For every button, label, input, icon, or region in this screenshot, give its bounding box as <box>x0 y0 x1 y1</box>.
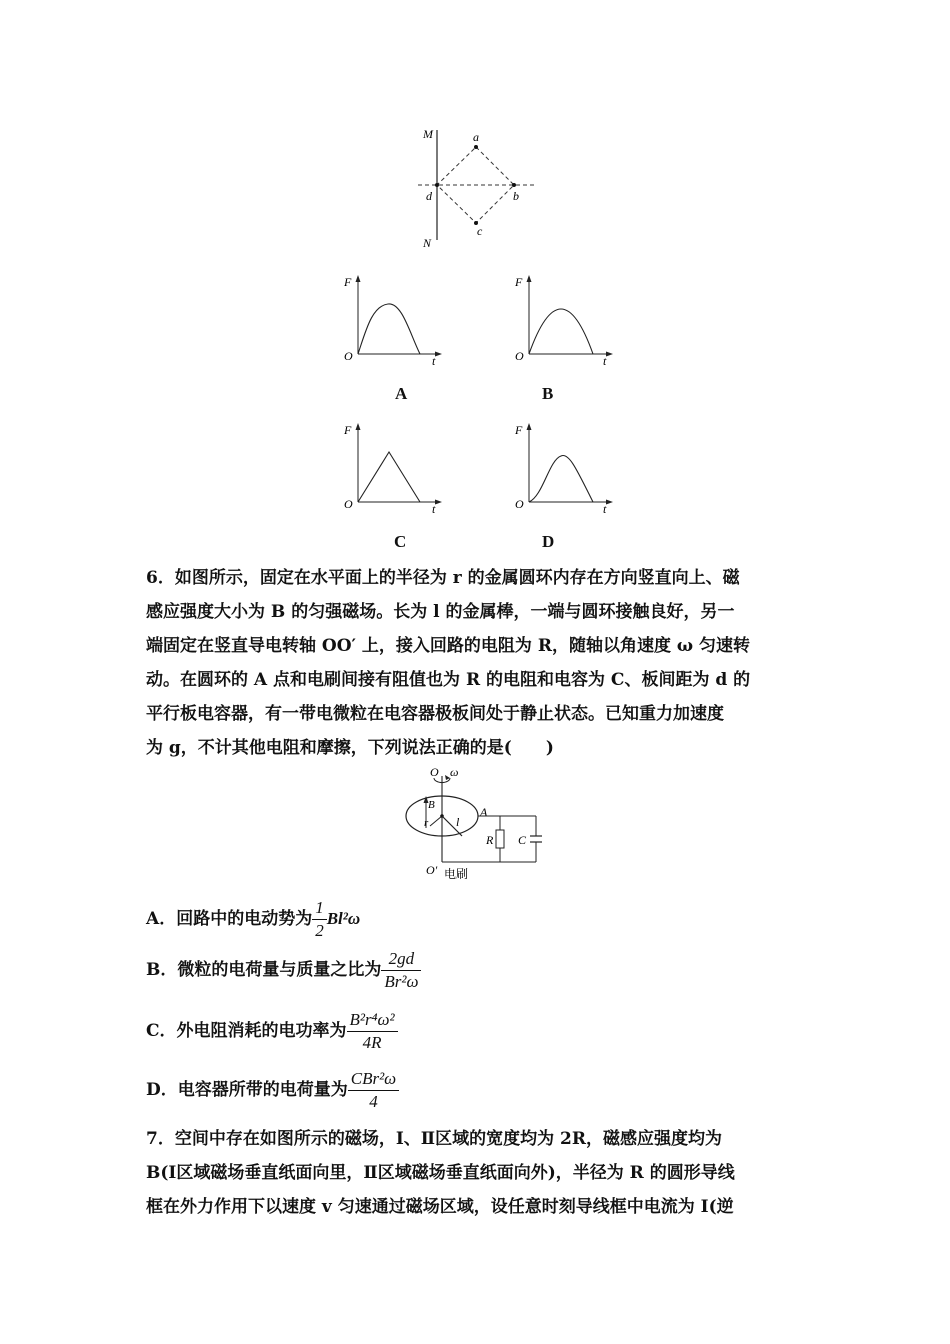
fraction: $\frac{\text{CBr²ω}}{4}$ <box>348 1068 399 1113</box>
q6-line: 平行板电容器，有一带电微粒在电容器极板间处于静止状态。已知重力加速度 <box>146 704 724 724</box>
graph-label-D: D <box>542 532 555 551</box>
curve-A <box>358 304 420 354</box>
axis-t: t <box>603 354 607 367</box>
label-d: d <box>426 189 432 203</box>
option-A-tail: Bl²ω <box>326 909 361 928</box>
graph-D <box>511 420 621 515</box>
q6-line: 动。在圆环的 A 点和电刷间接有阻值也为 R 的电阻和电容为 C、板间距为 d 的 <box>146 670 751 690</box>
graph-B <box>511 272 621 367</box>
q6-line: 为 g，不计其他电阻和摩擦，下列说法正确的是( ) <box>146 738 554 758</box>
origin-O: O <box>344 349 353 363</box>
label-M: M <box>423 127 433 141</box>
label-B: B <box>428 799 435 811</box>
resistor-R <box>496 830 504 848</box>
origin-O: O <box>515 497 524 511</box>
fraction: $\frac{1}{2}$ <box>312 897 327 942</box>
fraction: $\frac{2gd}{\text{Br²ω}}$ <box>381 948 421 993</box>
axis-F: F <box>344 423 352 437</box>
graph-C <box>340 420 450 515</box>
option-C-text: C．外电阻消耗的电功率为 <box>146 1021 347 1041</box>
origin-O: O <box>344 497 353 511</box>
curve-D <box>529 455 593 502</box>
axis-t: t <box>432 502 436 515</box>
q7-line: B(Ⅰ区域磁场垂直纸面向里，Ⅱ区域磁场垂直纸面向外)，半径为 R 的圆形导线 <box>146 1163 735 1183</box>
label-N: N <box>423 236 432 250</box>
point-b <box>512 183 516 187</box>
label-R: R <box>486 833 494 847</box>
option-B[interactable] <box>146 948 421 993</box>
label-l: l <box>456 815 460 829</box>
axis-F: F <box>515 275 523 289</box>
option-D[interactable] <box>146 1068 399 1113</box>
point-a <box>474 145 478 149</box>
q6-line: 6．如图所示，固定在水平面上的半径为 r 的金属圆环内存在方向竖直向上、磁 <box>146 568 740 588</box>
label-b: b <box>513 189 519 203</box>
point-d <box>435 183 439 187</box>
question-7 <box>146 1122 806 1224</box>
axis-F: F <box>515 423 523 437</box>
label-c: c <box>477 224 483 238</box>
label-A: A <box>480 805 488 819</box>
axis-t: t <box>603 502 607 515</box>
q6-line: 端固定在竖直导电转轴 OO′ 上，接入回路的电阻为 R，随轴以角速度 ω 匀速转 <box>146 636 751 656</box>
option-A[interactable] <box>146 897 360 942</box>
question-6 <box>146 561 806 765</box>
graph-A <box>340 272 450 367</box>
graph-label-A: A <box>395 384 408 403</box>
label-a: a <box>473 130 479 144</box>
q7-line: 框在外力作用下以速度 v 匀速通过磁场区域，设任意时刻导线框中电流为 I(逆 <box>146 1197 734 1217</box>
option-C[interactable] <box>146 1009 398 1054</box>
label-omega: ω <box>450 765 459 779</box>
curve-B <box>529 309 593 354</box>
q7-line: 7．空间中存在如图所示的磁场，Ⅰ、Ⅱ区域的宽度均为 2R，磁感应强度均为 <box>146 1129 722 1149</box>
option-D-text: D．电容器所带的电荷量为 <box>146 1080 348 1100</box>
label-r: r <box>424 817 429 829</box>
graph-label-B: B <box>542 384 554 403</box>
q6-line: 感应强度大小为 B 的匀强磁场。长为 l 的金属棒，一端与圆环接触良好，另一 <box>146 602 735 622</box>
diamond-figure <box>410 122 550 252</box>
option-B-text: B．微粒的电荷量与质量之比为 <box>146 960 382 980</box>
curve-C <box>358 452 420 502</box>
label-C: C <box>518 833 527 847</box>
label-brush: 电刷 <box>444 867 469 881</box>
label-O-prime: O′ <box>426 863 438 877</box>
label-O: O <box>430 765 439 779</box>
axis-F: F <box>344 275 352 289</box>
option-A-text: A．回路中的电动势为 <box>146 909 313 929</box>
graph-label-C: C <box>394 532 407 551</box>
ring-circuit-figure <box>400 764 560 886</box>
origin-O: O <box>515 349 524 363</box>
axis-t: t <box>432 354 436 367</box>
fraction: $\frac{\text{B²r⁴ω²}}{4R}$ <box>347 1009 398 1054</box>
